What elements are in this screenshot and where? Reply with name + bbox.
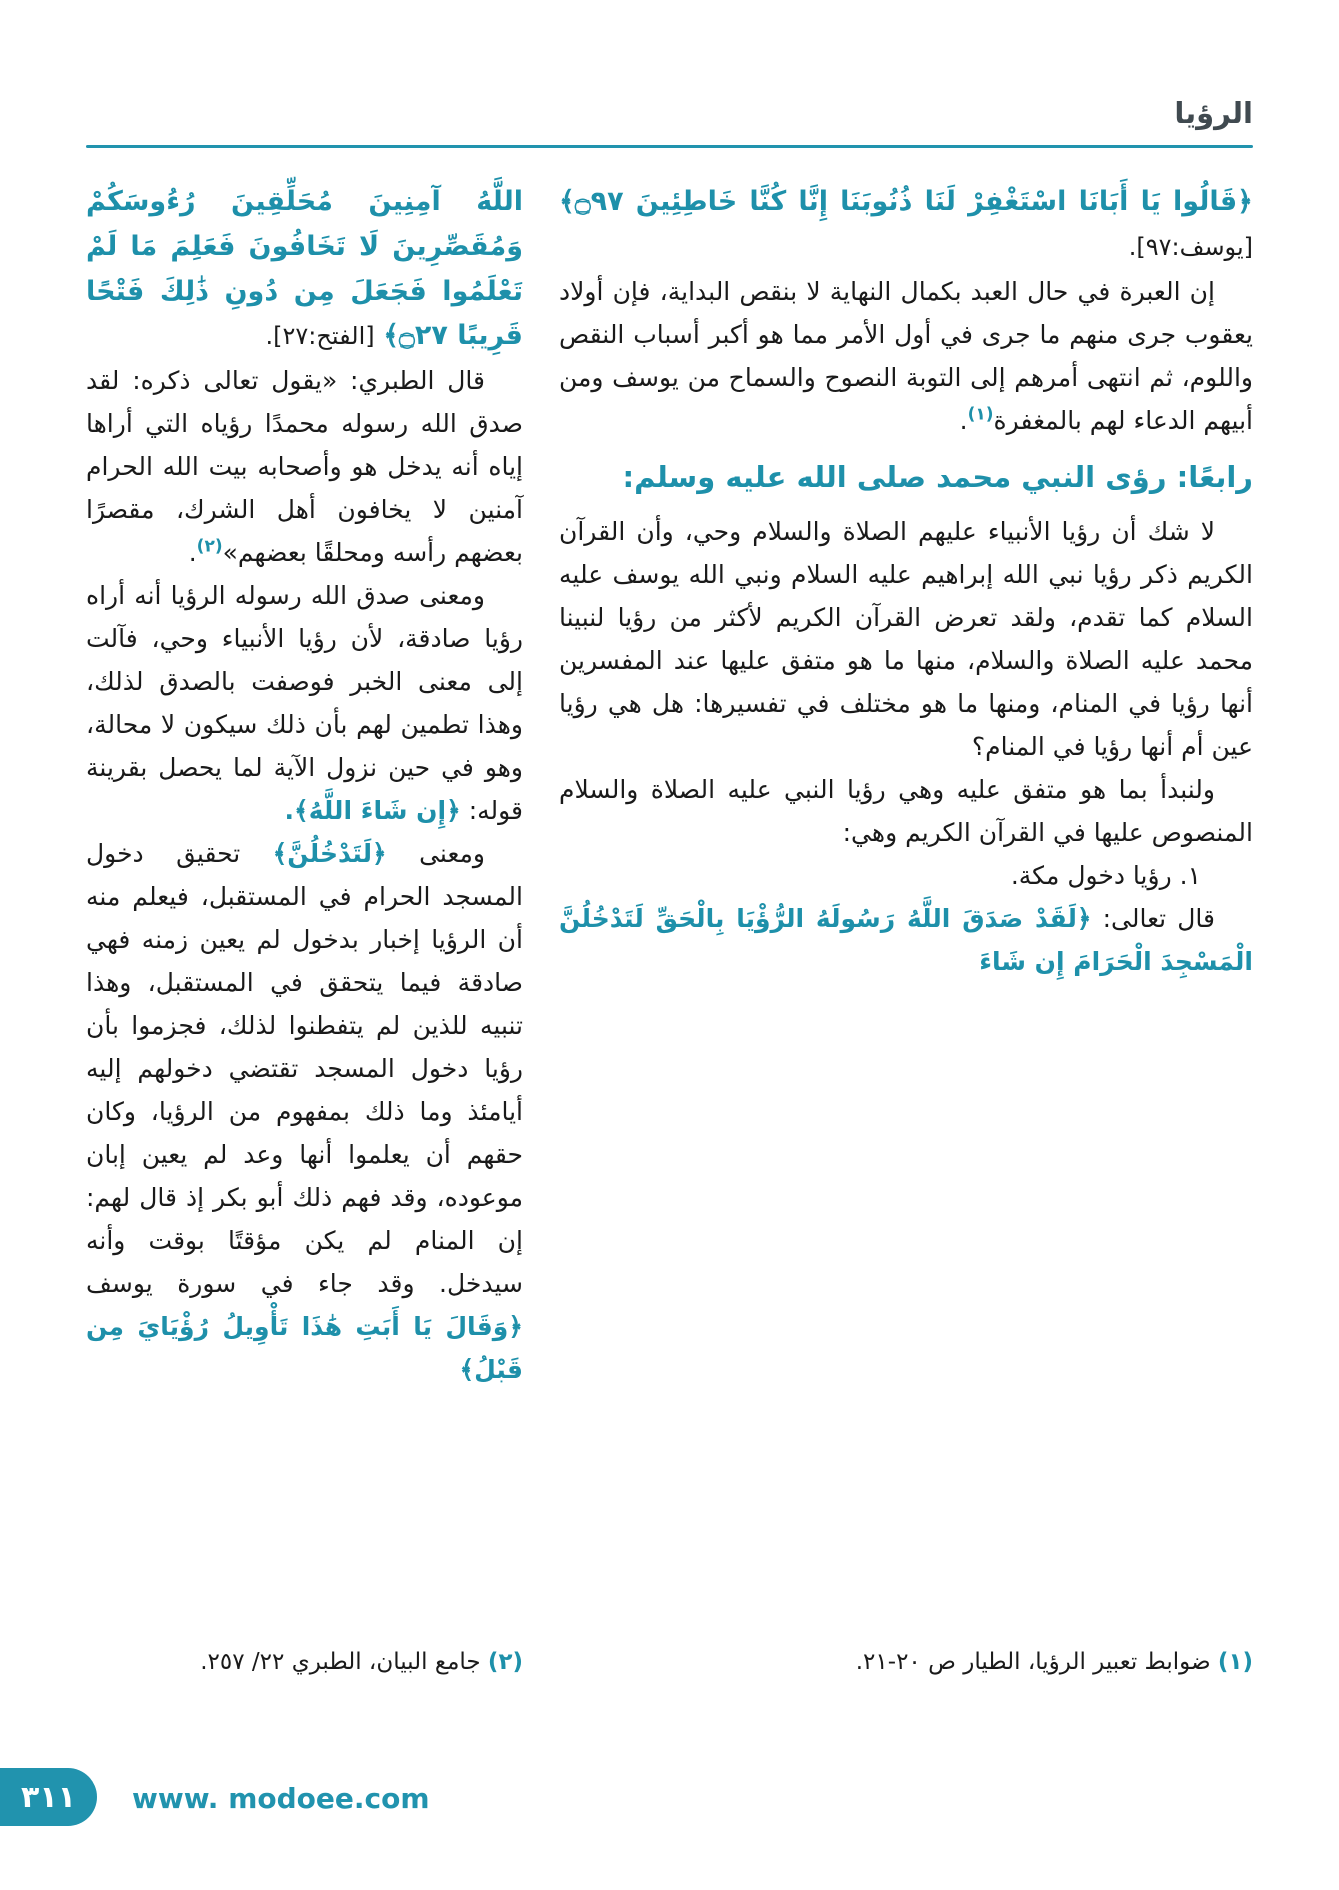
paragraph-period: . [188,538,197,568]
paragraph-with-verse [86,574,523,832]
header-rule [86,145,1253,148]
page-content [86,180,1253,1391]
verse-text: ﴿لَتَدْخُلُنَّ﴾ [272,839,387,869]
list-item-mecca-vision: ١. رؤيا دخول مكة. [1010,861,1201,891]
paragraph [559,270,1253,442]
page-number-badge: ٣١١ [0,1768,97,1826]
paragraph-text: قال تعالى: [1102,904,1215,934]
footnote-text: ضوابط تعبير الرؤيا، الطيار ص ٢٠-٢١. [855,1649,1211,1675]
paragraph: لا شك أن رؤيا الأنبياء عليهم الصلاة والسلام وحي، وأن القرآن الكريم ذكر رؤيا نبي الله إبراهيم عليه السلام ونبي الله يوسف عليه السلام كما تقدم، ولقد تعرض القرآن الكريم لأكثر من رؤيا لنبينا محمد عليه الصلاة والسلام، منها ما هو متفق عليها عند المفسرين أنها رؤيا في المنام، ومنها ما هو مختلف في تفسيرها: هل هي رؤيا عين أم أنها رؤيا في المنام؟ [559,517,1253,762]
paragraph-period: . [959,405,968,435]
section-heading: رابعًا: رؤى النبي محمد صلى الله عليه وسلم: [622,459,1253,494]
paragraph-text: قال الطبري: «يقول تعالى ذكره: لقد صدق الله رسوله محمدًا رؤياه التي أراها إياه أنه يدخل هو وأصحابه بيت الله الحرام آمنين لا يخافون أهل الشرك، مقصرًا بعضهم رأسه ومحلقًا بعضهم» [86,366,523,568]
verse-text: ﴿لَقَدْ صَدَقَ اللَّهُ رَسُولَهُ الرُّؤْيَا بِالْحَقِّ لَتَدْخُلُنَّ الْمَسْجِدَ الْحَرَامَ إِن شَاءَ [559,904,1253,977]
verse-reference: [يوسف:٩٧]. [1128,232,1253,261]
verse-text: ﴿إِن شَاءَ اللَّهُ﴾. [284,796,461,826]
verse-text: ﴿قَالُوا يَا أَبَانَا اسْتَغْفِرْ لَنَا ذُنُوبَنَا إِنَّا كُنَّا خَاطِئِينَ ۝٩٧﴾ [559,186,1253,217]
footnote-2 [86,1645,523,1680]
quran-verse-fath [86,180,523,359]
footnotes [86,1645,1253,1680]
quran-verse-yusuf [559,180,1253,270]
paragraph: ولنبدأ بما هو متفق عليه وهي رؤيا النبي عليه الصلاة والسلام المنصوص عليها في القرآن الكريم وهي: [559,775,1253,848]
column-left [86,180,523,1391]
verse-reference: [الفتح:٢٧]. [265,322,375,351]
chapter-title: الرؤيا [1174,96,1253,130]
footnote-number: (٢) [487,1649,523,1675]
paragraph-tabari-quote [86,359,523,574]
footnote-marker-2: (٢) [196,536,223,557]
paragraph-text: تحقيق دخول المسجد الحرام في المستقبل، فيعلم منه أن الرؤيا إخبار بدخول لم يعين زمنه فهي صادقة فيما يتحقق في المستقبل، وهذا تنبيه للذين لم يتفطنوا لذلك، فجزموا بأن رؤيا دخول المسجد تقتضي دخولهم إليه أيامئذ وما ذلك بمفهوم من الرؤيا، وكان حقهم أن يعلموا أنها وعد لم يعين إبان موعوده، وقد فهم ذلك أبو بكر إذ قال لهم: إن المنام لم يكن مؤقتًا بوقت وأنه سيدخل. وقد جاء في سورة يوسف [86,839,523,1299]
footnote-text: جامع البيان، الطبري ٢٢/ ٢٥٧. [200,1649,481,1675]
paragraph-with-verse [559,897,1253,983]
paragraph-with-verse [86,832,523,1391]
footnote-number: (١) [1217,1649,1253,1675]
paragraph-text: ومعنى صدق الله رسوله الرؤيا أنه أراه رؤيا صادقة، لأن رؤيا الأنبياء وحي، فآلت إلى معنى الخبر فوصفت بالصدق لذلك، وهذا تطمين لهم بأن ذلك سيكون لا محالة، وهو في حين نزول الآية لما يحصل بقرينة قوله: [86,581,523,826]
website-link[interactable]: www. modoee.com [132,1782,430,1815]
verse-text: اللَّهُ آمِنِينَ مُحَلِّقِينَ رُءُوسَكُمْ وَمُقَصِّرِينَ لَا تَخَافُونَ فَعَلِمَ مَا لَمْ تَعْلَمُوا فَجَعَلَ مِن دُونِ ذَٰلِكَ فَتْحًا قَرِيبًا ۝٢٧﴾ [86,186,523,352]
footnote-marker-1: (١) [967,404,994,425]
paragraph-text: إن العبرة في حال العبد بكمال النهاية لا بنقص البداية، فإن أولاد يعقوب جرى منهم ما جرى في أول الأمر مما هو أكبر أسباب النقص واللوم، ثم انتهى أمرهم إلى التوبة النصوح والسماح من يوسف ومن أبيهم الدعاء لهم بالمغفرة [559,276,1253,435]
verse-text: ﴿وَقَالَ يَا أَبَتِ هَٰذَا تَأْوِيلُ رُؤْيَايَ مِن قَبْلُ﴾ [86,1312,523,1385]
footnote-1 [559,1645,1253,1680]
paragraph-text: ومعنى [419,839,485,869]
column-right [559,180,1253,1391]
